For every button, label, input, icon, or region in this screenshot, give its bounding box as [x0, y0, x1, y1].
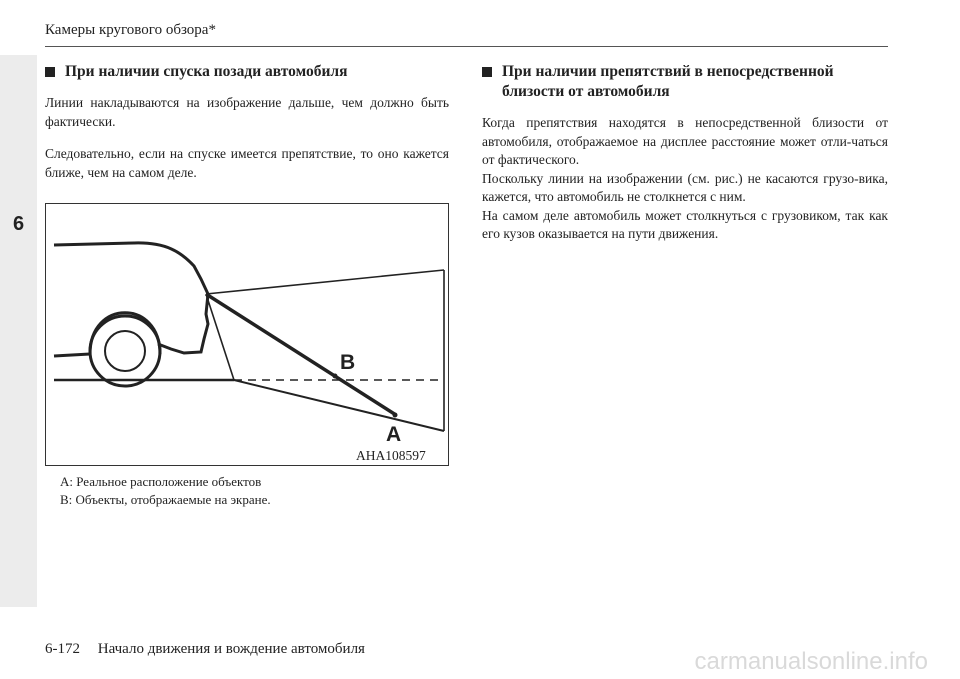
left-heading-text: При наличии спуска позади автомобиля [65, 63, 348, 80]
left-paragraph: Следовательно, если на спуске имеется препятствие, то оно кажется ближе, чем на самом деле. [45, 146, 449, 180]
left-section-heading [45, 62, 449, 82]
right-section-heading [482, 62, 888, 102]
figure-code: AHA108597 [356, 448, 426, 463]
right-paragraph: На самом деле автомобиль может столкнуться с грузовиком, так как его кузов оказывается на пути движения. [482, 207, 888, 241]
slope-line [234, 380, 444, 431]
chapter-number: 6 [12, 213, 25, 235]
chapter-sidebar [0, 55, 37, 607]
label-b: B [340, 351, 356, 374]
camera-view-lower [206, 294, 234, 380]
camera-view-upper [206, 270, 444, 294]
figure-caption: A: Реальное расположение объектов [60, 474, 262, 489]
left-paragraph: Линии накладываются на изображение дальше, чем должно быть фактически. [45, 95, 449, 129]
label-a: A [386, 423, 402, 446]
point-b-marker [333, 374, 338, 379]
wheel-inner [105, 331, 145, 371]
wheel-outer [90, 316, 160, 386]
right-paragraph: Поскольку линии на изображении (см. рис.) не касаются грузо-вика, кажется, что автомобиль не столкнется с ним. [482, 170, 888, 204]
page-header-title: Камеры кругового обзора* [45, 22, 216, 38]
right-heading-text: При наличии препятствий в непосредственной близости от автомобиля [502, 63, 834, 100]
watermark-text: carmanualsonline.info [694, 648, 928, 675]
footer-chapter-title: Начало движения и вождение автомобиля [97, 641, 365, 657]
figure-caption: B: Объекты, отображаемые на экране. [60, 492, 271, 507]
right-paragraph: Когда препятствия находятся в непосредственной близости от автомобиля, отображаемое на дисплее расстояние может отли-чаться от фактического. [482, 115, 888, 167]
right-column [482, 62, 888, 244]
point-a-marker [393, 413, 398, 418]
page-number: 6-172 [45, 641, 80, 657]
left-column [45, 62, 449, 196]
page-footer [45, 641, 365, 658]
vehicle-rear-outline [54, 243, 208, 356]
square-bullet-icon [482, 67, 492, 77]
header-divider [45, 46, 888, 47]
square-bullet-icon [45, 67, 55, 77]
slope-illustration [45, 203, 449, 466]
